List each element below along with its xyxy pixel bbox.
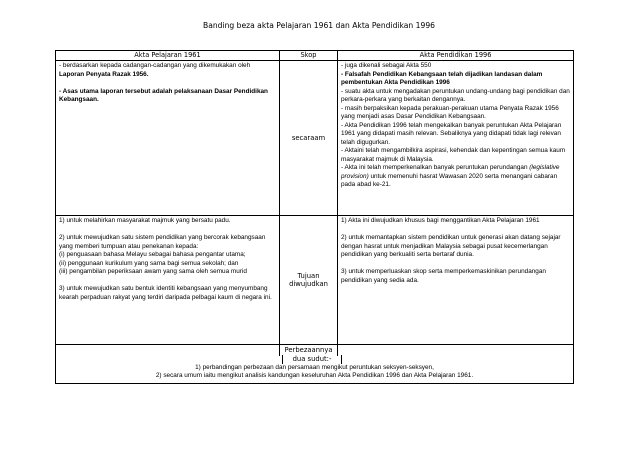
- row1-right-cell: [338, 61, 574, 216]
- row2-left-para3: 3) untuk mewujudkan satu bentuk identiti kebangsaan yang menyumbang kearah perpaduan rakyat yang terdiri daripada pelbagai kaum di negara ini.: [59, 285, 272, 301]
- perbezaan-heading: Perbezaannya: [280, 345, 338, 357]
- table-row: [56, 61, 574, 216]
- row2-left-item-i: (i) penguasaan bahasa Melayu sebagai bahasa pengantar utama;: [59, 251, 246, 258]
- row1-right-line5: - Akta Pendidikan 1996 telah mengekalkan banyak peruntukan Akta Pelajaran 1961 yang didapati masih relevan. Sebaliknya yang didapati tidak lagi relevan telah digugurkan.: [341, 121, 562, 146]
- perbezaan-content: [56, 356, 574, 383]
- header-skop: Skop: [280, 51, 338, 61]
- header-row: [56, 51, 574, 61]
- row1-right-line7-text: - Akta ini telah memperkenalkan banyak peruntukan perundangan: [341, 164, 530, 171]
- row1-left-para2: - Asas utama laporan tersebut adalah pelaksanaan Dasar Pendidikan Kebangsaan.: [59, 87, 268, 103]
- row2-right-para1: 1) Akta ini diwujudkan khusus bagi menggantikan Akta Pelajaran 1961: [341, 217, 540, 224]
- row2-left-cell: [56, 216, 280, 345]
- row1-right-line7: [341, 164, 570, 190]
- row2-right-para2: 2) untuk memantapkan sistem pendidikan untuk generasi akan datang sejajar dengan hasrat untuk menjadikan Malaysia sebagai pusat kecemerlangan pendidikan yang berkualiti serta bertaraf dunia.: [341, 234, 561, 258]
- perbezaan-line1: 1) perbandingan perbezaan dan persamaan mengikut peruntukan seksyen-seksyen,: [195, 363, 434, 371]
- row2-skop-cell: Tujuan diwujudkan: [280, 216, 338, 345]
- row1-right-line7-italic: (legislative provision): [341, 164, 560, 180]
- row2-right-para3: 3) untuk memperluaskan skop serta memperkemaskinikan perundangan pendidikan yang sedia ada.: [341, 268, 546, 284]
- comparison-table: [55, 50, 574, 384]
- row1-right-line6: - Aktaini telah mengambilkira aspirasi, kehendak dan kepentingan semua kaum masyarakat majmuk di Malaysia.: [341, 147, 566, 163]
- row2-left-item-ii: (ii) penggunaan kurikulum yang sama bagi semua sekolah; dan: [59, 259, 239, 267]
- row1-left-text: - berdasarkan kepada cadangan-cadangan yang dikemukakan oleh: [59, 62, 251, 69]
- row1-right-line3: - suatu akta untuk mengadakan peruntukan undang-undang bagi pendidikan dan perkara-perkara yang berkaitan dengannya.: [341, 87, 570, 103]
- row1-right-line1: - juga dikenali sebagai Akta 550: [341, 62, 432, 69]
- table-row: [56, 216, 574, 345]
- row2-left-para1: 1) untuk melahirkan masyarakat majmuk yang bersatu padu.: [59, 217, 231, 224]
- header-akta-pendidikan: Akta Pendidikan 1996: [338, 51, 574, 61]
- row1-left-para1: [59, 62, 276, 79]
- row1-left-cell: [56, 61, 280, 216]
- row1-right-line2: - Falsafah Pendidikan Kebangsaan telah dijadikan landasan dalam pembentukan Akta Pendidikan 1996: [341, 70, 543, 86]
- row2-left-para2: 2) untuk mewujudkan satu sistem pendidikan yang bercorak kebangsaan yang memberi tumpuan atau penekanan kepada:: [59, 234, 266, 250]
- perbezaan-sub: dua sudut:-: [282, 355, 342, 364]
- row1-left-bold: Laporan Penyata Razak 1956.: [59, 70, 149, 78]
- perbezaan-line2: 2) secara umum iaitu mengikut analisis kandungan keseluruhan Akta Pendidikan 1996 dan Akta Pelajaran 1961.: [155, 372, 474, 379]
- page-title: Banding beza akta Pelajaran 1961 dan Akta Pendidikan 1996: [202, 21, 435, 30]
- row1-skop-cell: secaraam: [280, 61, 338, 216]
- header-akta-pelajaran: Akta Pelajaran 1961: [56, 51, 280, 61]
- row1-right-line4: - masih berpaksikan kepada perakuan-perakuan utama Penyata Razak 1956 yang menjadi asas Dasar Pendidikan Kebangsaan.: [341, 104, 559, 120]
- perbezaan-content-row: [56, 356, 574, 383]
- row1-right-line7-end: untuk memenuhi hasrat Wawasan 2020 serta menangani cabaran pada abad ke-21.: [341, 172, 558, 188]
- row2-right-cell: [338, 216, 574, 345]
- row2-left-item-iii: (iii) pengambilan peperiksaan awam yang sama oleh semua murid: [59, 268, 247, 275]
